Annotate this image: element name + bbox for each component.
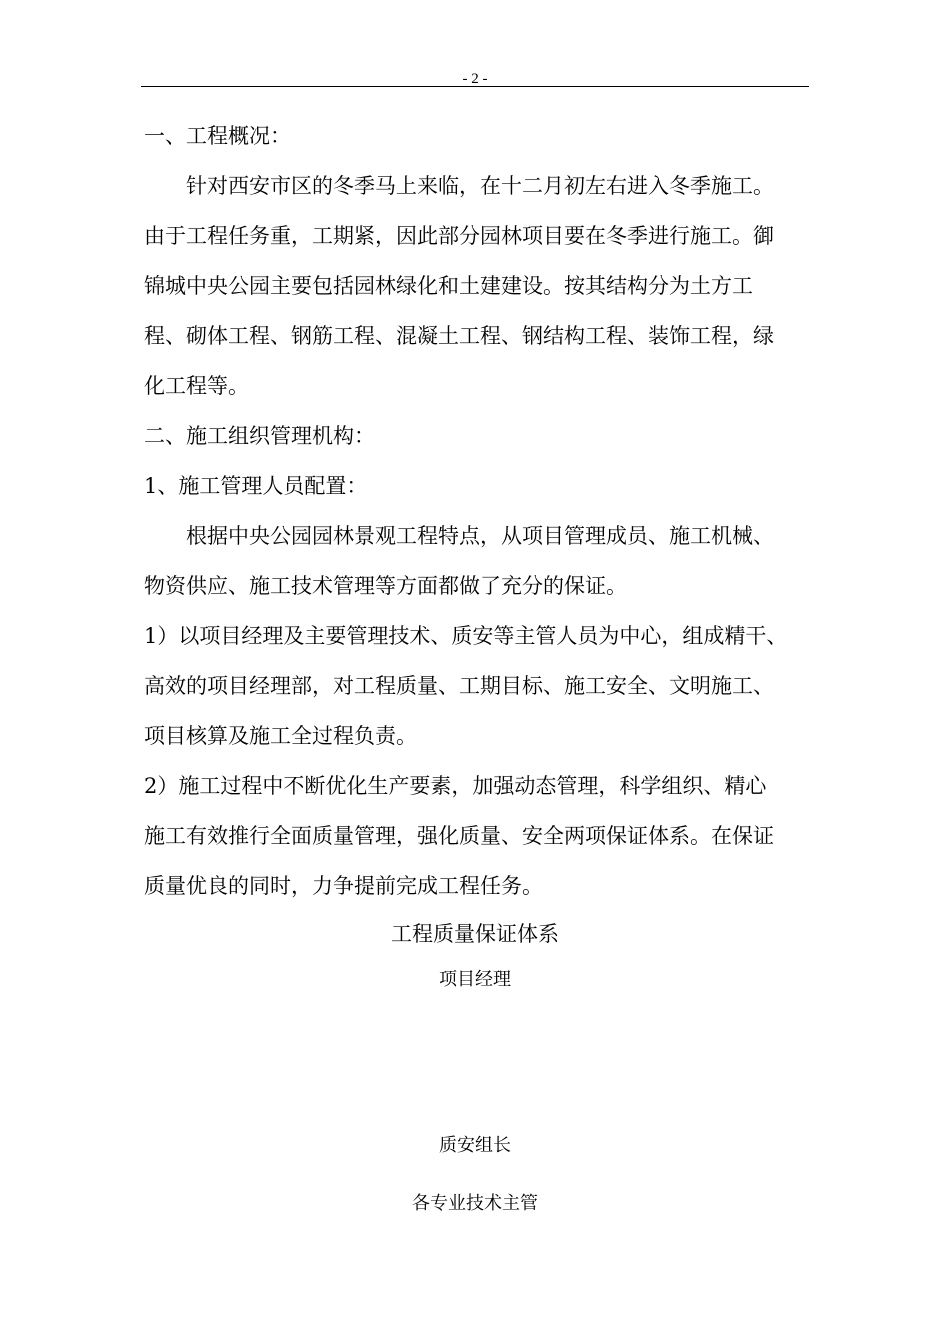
header-rule — [141, 86, 809, 87]
list-item-line: 1）以项目经理及主要管理技术、质安等主管人员为中心，组成精干、 — [144, 624, 788, 648]
heading-project-overview: 一、工程概况： — [144, 124, 291, 148]
page-number: - 2 - — [462, 71, 488, 87]
paragraph-line: 由于工程任务重，工期紧，因此部分园林项目要在冬季进行施工。御 — [144, 224, 774, 248]
list-item-line: 施工有效推行全面质量管理，强化质量、安全两项保证体系。在保证 — [144, 824, 774, 848]
heading-organization: 二、施工组织管理机构： — [144, 424, 375, 448]
node-quality-safety-lead: 质安组长 — [439, 1135, 511, 1156]
subheading-staffing: 1、施工管理人员配置： — [144, 474, 368, 498]
node-technical-supervisors: 各专业技术主管 — [412, 1193, 538, 1214]
paragraph-line: 锦城中央公园主要包括园林绿化和土建建设。按其结构分为土方工 — [144, 274, 753, 298]
list-item-line: 2）施工过程中不断优化生产要素，加强动态管理，科学组织、精心 — [144, 774, 767, 798]
paragraph-line: 程、砌体工程、钢筋工程、混凝土工程、钢结构工程、装饰工程，绿 — [144, 324, 774, 348]
paragraph-line: 针对西安市区的冬季马上来临，在十二月初左右进入冬季施工。 — [144, 174, 774, 198]
list-item-line: 质量优良的同时，力争提前完成工程任务。 — [144, 874, 543, 898]
node-project-manager: 项目经理 — [439, 969, 511, 990]
paragraph-line: 物资供应、施工技术管理等方面都做了充分的保证。 — [144, 574, 627, 598]
paragraph-line: 根据中央公园园林景观工程特点，从项目管理成员、施工机械、 — [144, 524, 774, 548]
diagram-title: 工程质量保证体系 — [391, 922, 559, 946]
list-item-line: 项目核算及施工全过程负责。 — [144, 724, 417, 748]
list-item-line: 高效的项目经理部，对工程质量、工期目标、施工安全、文明施工、 — [144, 674, 774, 698]
paragraph-line: 化工程等。 — [144, 374, 249, 398]
